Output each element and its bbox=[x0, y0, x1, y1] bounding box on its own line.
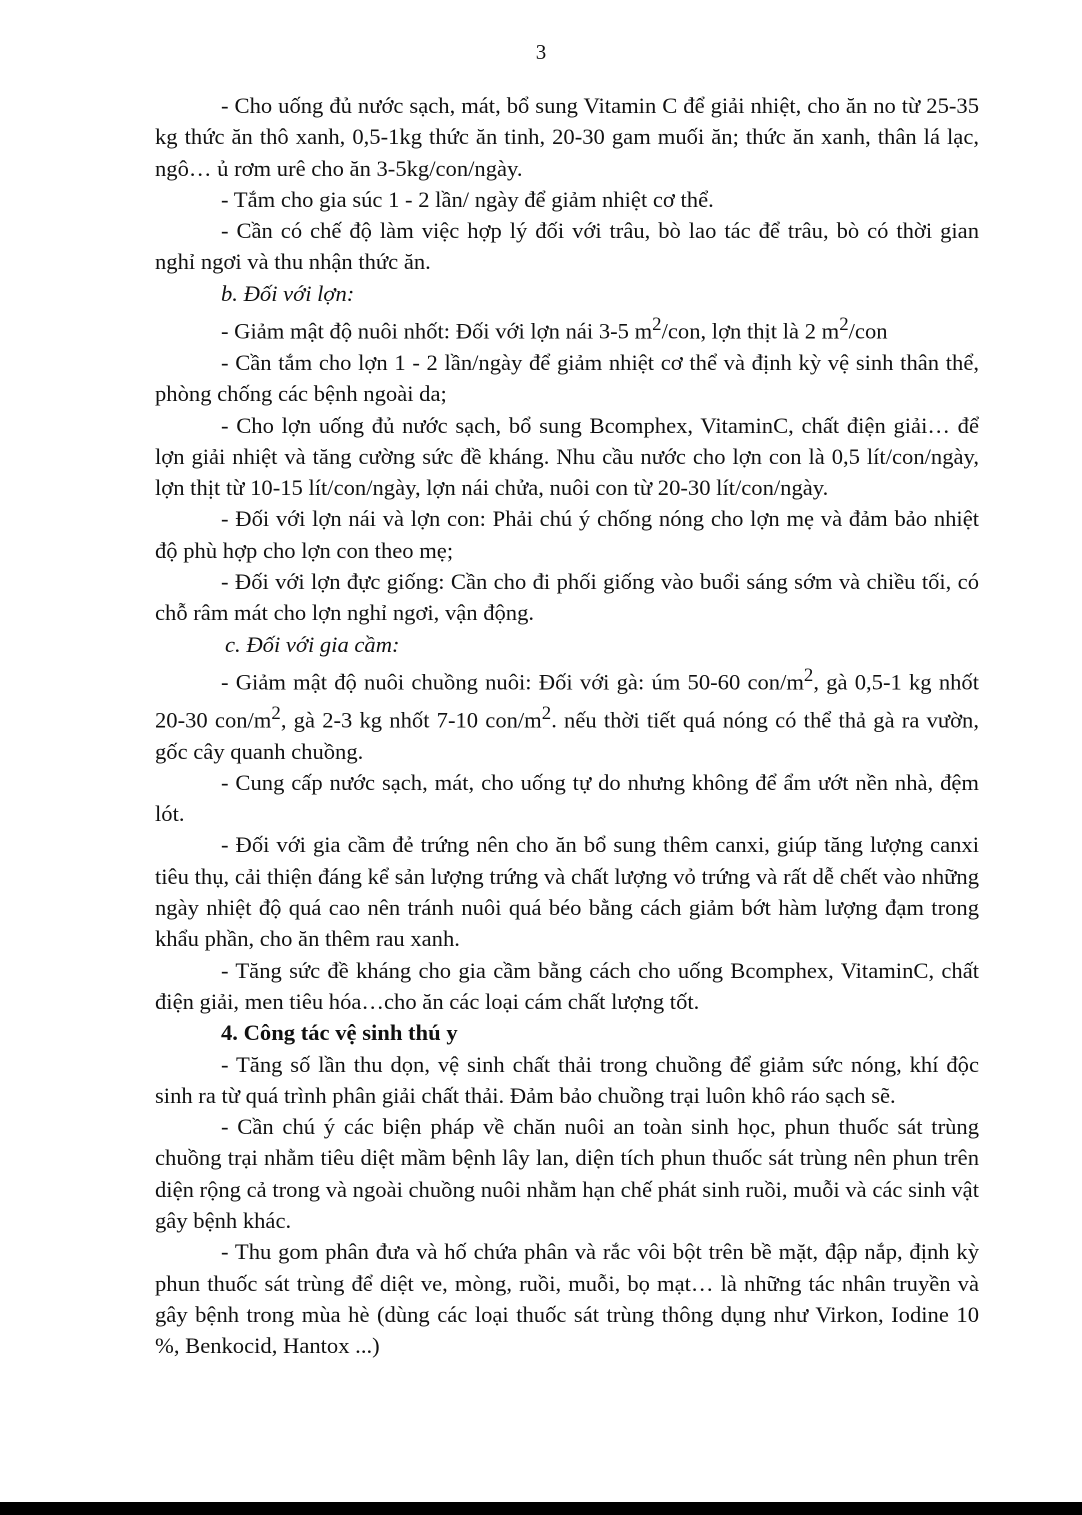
page-number: 3 bbox=[535, 40, 547, 64]
vet-paragraph-manure-disinfection: - Thu gom phân đưa và hố chứa phân và rắc vôi bột trên bề mặt, đập nắp, định kỳ phun thuốc sát trùng để diệt ve, mòng, ruồi, muỗi, bọ mạt… là những tác nhân truyền và gây bệnh trong mùa hè (dùng các loại thuốc sát trùng thông dụng như Virkon, Iodine 10 %, Benkocid, Hantox ...) bbox=[155, 1239, 979, 1359]
vet-paragraph-cleaning: - Tăng số lần thu dọn, vệ sinh chất thải trong chuồng để giảm sức nóng, khí độc sinh ra từ quá trình phân giải chất thải. Đảm bảo chuồng trại luôn khô ráo sạch sẽ. bbox=[155, 1051, 979, 1108]
poultry-paragraph-density: - Giảm mật độ nuôi chuồng nuôi: Đối với gà: úm 50-60 con/$m^2$, gà 0,5-1 kg nhốt 20-30 con/$m^2$, gà 2-3 kg nhốt 7-10 con/$m^2$. nếu thời tiết quá nóng có thể thả gà ra vườn, gốc cây quanh chuồng. bbox=[155, 664, 979, 764]
cattle-paragraph-water-feed: - Cho uống đủ nước sạch, mát, bổ sung Vitamin C để giải nhiệt, cho ăn no từ 25-35 kg thức ăn thô xanh, 0,5-1kg thức ăn tinh, 20-30 gam muối ăn; thức ăn xanh, thân lá lạc, ngô… ủ rơm urê cho ăn 3-5kg/con/ngày. bbox=[155, 93, 979, 181]
poultry-paragraph-water: - Cung cấp nước sạch, mát, cho uống tự do nhưng không để ẩm ướt nền nhà, đệm lót. bbox=[155, 769, 979, 827]
vet-paragraph-biosecurity: - Cần chú ý các biện pháp về chăn nuôi an toàn sinh học, phun thuốc sát trùng chuồng trại nhằm tiêu diệt mầm bệnh lây lan, diện tích phun thuốc sát trùng nên phun trên diện rộng cả trong và ngoài chuồng nuôi nhằm hạn chế phát sinh ruồi, muỗi và các sinh vật gây bệnh khác. bbox=[155, 1114, 979, 1233]
section-heading-veterinary: 4. Công tác vệ sinh thú y bbox=[221, 1020, 458, 1046]
poultry-paragraph-resistance: - Tăng sức đề kháng cho gia cầm bằng cách cho uống Bcomphex, VitaminC, chất điện giải, men tiêu hóa…cho ăn các loại cám chất lượng tốt. bbox=[155, 957, 979, 1014]
pigs-paragraph-boars: - Đối với lợn đực giống: Cần cho đi phối giống vào buổi sáng sớm và chiều tối, có chỗ râm mát cho lợn nghỉ ngơi, vận động. bbox=[155, 568, 979, 626]
pigs-paragraph-density: - Giảm mật độ nuôi nhốt: Đối với lợn nái 3-5 $m^2$/con, lợn thịt là 2 $m^2$/con bbox=[221, 314, 888, 344]
pigs-paragraph-bathing: - Cần tắm cho lợn 1 - 2 lần/ngày để giảm nhiệt cơ thể và định kỳ vệ sinh thân thể, phòng chống các bệnh ngoài da; bbox=[155, 349, 979, 407]
poultry-paragraph-laying-hens: - Đối với gia cầm đẻ trứng nên cho ăn bổ sung thêm canxi, giúp tăng lượng canxi tiêu thụ, cải thiện đáng kể sản lượng trứng và chất lượng vỏ trứng và rất dễ chết vào những ngày nhiệt độ quá cao nên tránh nuôi quá béo bằng cách giảm bớt hàm lượng đạm trong khẩu phần, cho ăn thêm rau xanh. bbox=[155, 832, 979, 952]
document-body bbox=[155, 90, 979, 1361]
bottom-edge-bar bbox=[0, 1502, 1082, 1515]
poultry-subheading: c. Đối với gia cầm: bbox=[225, 631, 400, 657]
cattle-paragraph-bathing: - Tắm cho gia súc 1 - 2 lần/ ngày để giảm nhiệt cơ thể. bbox=[221, 186, 714, 212]
pigs-subheading: b. Đối với lợn: bbox=[221, 280, 355, 306]
pigs-paragraph-water: - Cho lợn uống đủ nước sạch, bổ sung Bcomphex, VitaminC, chất điện giải… để lợn giải nhiệt và tăng cường sức đề kháng. Nhu cầu nước cho lợn con là 0,5 lít/con/ngày, lợn thịt từ 10-15 lít/con/ngày, lợn nái chửa, nuôi con từ 20-30 lít/con/ngày. bbox=[155, 412, 979, 501]
pigs-paragraph-sows-piglets: - Đối với lợn nái và lợn con: Phải chú ý chống nóng cho lợn mẹ và đảm bảo nhiệt độ phù hợp cho lợn con theo mẹ; bbox=[155, 506, 979, 563]
cattle-paragraph-work-regime: - Cần có chế độ làm việc hợp lý đối với trâu, bò lao tác để trâu, bò có thời gian nghỉ ngơi và thu nhận thức ăn. bbox=[155, 218, 979, 275]
